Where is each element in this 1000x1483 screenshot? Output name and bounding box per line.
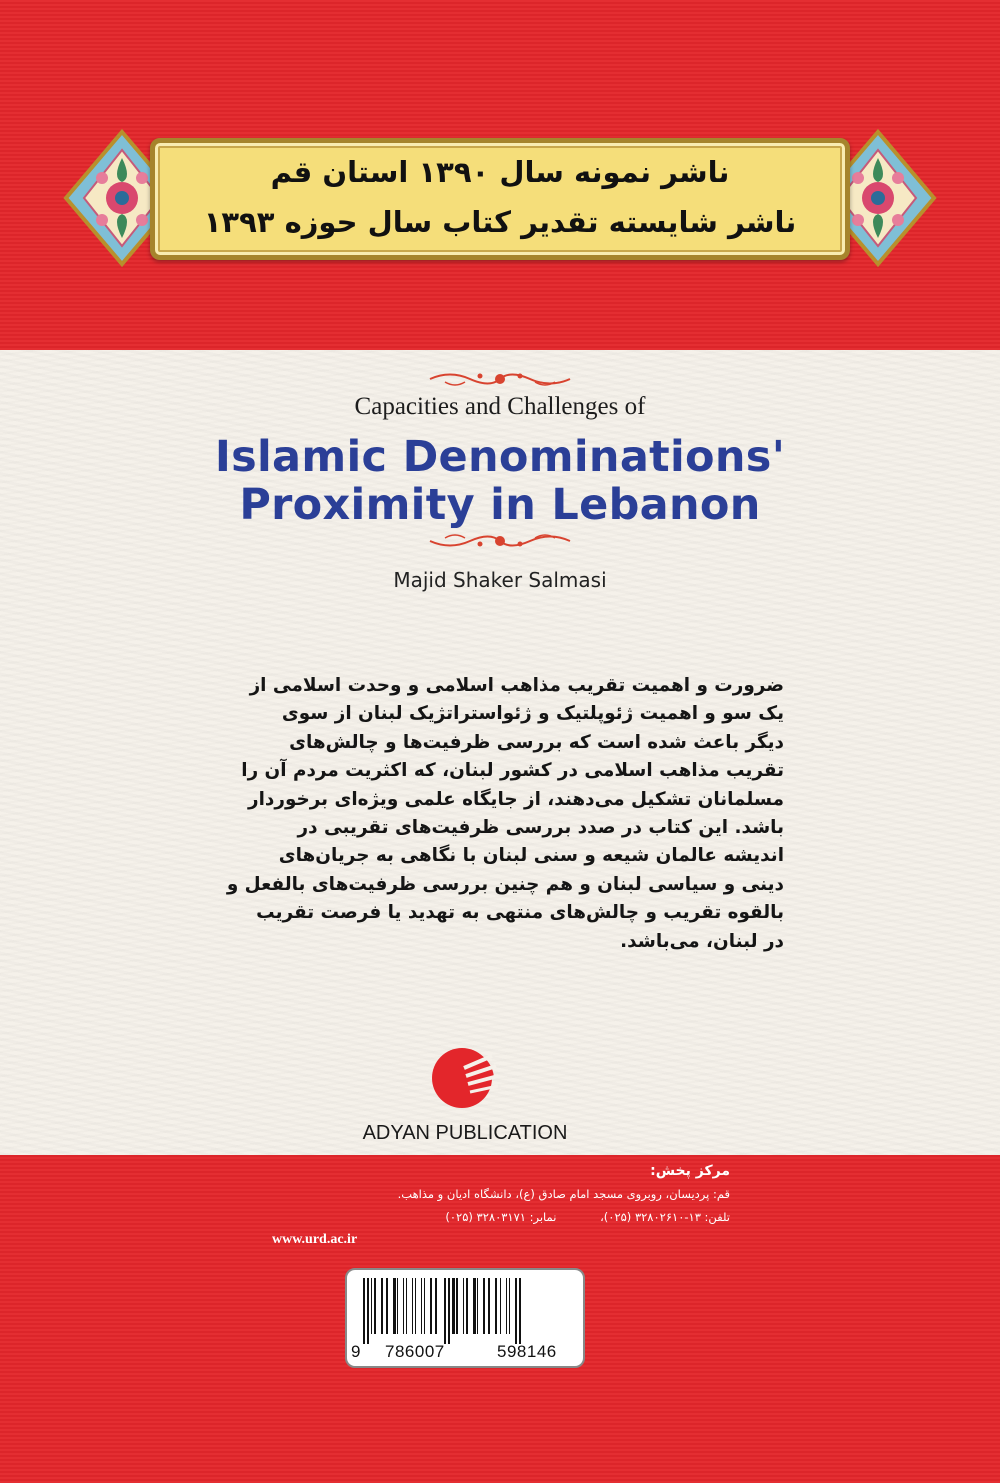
barcode-bar [463, 1278, 464, 1334]
isbn-group-1: 786007 [385, 1342, 445, 1361]
book-title-line-2: Proximity in Lebanon [239, 480, 761, 530]
barcode-bar [412, 1278, 413, 1334]
barcode-bar [509, 1278, 510, 1334]
barcode-bar [519, 1278, 521, 1344]
distribution-heading: مرکز پخش: [650, 1163, 730, 1179]
book-title-line-1: Islamic Denominations' [214, 432, 786, 482]
publisher-name: ADYAN PUBLICATION [362, 1122, 568, 1144]
barcode-bar [393, 1278, 396, 1334]
distribution-contact [260, 1210, 730, 1224]
barcode-bar [435, 1278, 437, 1334]
barcode-bar [456, 1278, 458, 1334]
barcode-bar [415, 1278, 416, 1334]
barcode-bar [488, 1278, 490, 1334]
book-subtitle: Capacities and Challenges of [354, 393, 646, 420]
barcode-bar [448, 1278, 450, 1344]
barcode-bar [452, 1278, 455, 1334]
barcode-bar [466, 1278, 468, 1334]
award-banner [150, 138, 850, 260]
description-line: در لبنان، می‌باشد. [620, 930, 784, 952]
description-line: ضرورت و اهمیت تقریب مذاهب اسلامی و وحدت اسلامی از [249, 675, 784, 696]
barcode-bar [406, 1278, 407, 1334]
barcode-bar [515, 1278, 517, 1344]
description-line: باشد. این کتاب در صدد بررسی ظرفیت‌های تقریبی در [297, 817, 784, 839]
description-line: دینی و سیاسی لبنان و هم چنین بررسی ظرفیت‌های بالفعل و [226, 873, 784, 895]
barcode-bar [397, 1278, 398, 1334]
barcode-bar [371, 1278, 372, 1334]
description-line: مسلمانان تشکیل می‌دهند، از جایگاه علمی ویژه‌ای برخوردار [248, 788, 784, 810]
isbn-group-2: 598146 [497, 1342, 557, 1361]
barcode-bar [421, 1278, 422, 1334]
award-line-2: ناشر شایسته تقدیر کتاب سال حوزه ۱۳۹۳ [203, 205, 797, 239]
website-link[interactable]: www.urd.ac.ir [272, 1232, 358, 1247]
description-line: یک سو و اهمیت ژئوپلتیک و ژئواستراتژیک لبنان از سوی [281, 703, 784, 725]
barcode-bar [477, 1278, 478, 1334]
description-line: بالقوه تقریب و چالش‌های منتهی به تهدید یا فرصت تقریب [256, 902, 784, 924]
barcode-bars [361, 1278, 575, 1344]
author-name: Majid Shaker Salmasi [393, 568, 607, 592]
description-line: تقریب مذاهب اسلامی در کشور لبنان، که اکثریت مردم آن را [241, 760, 784, 782]
flourish-ornament-icon [425, 530, 575, 552]
flourish-ornament-icon [425, 368, 575, 390]
description-line: دیگر باعث شده است که بررسی ظرفیت‌ها و چالش‌های [289, 731, 784, 753]
book-description [218, 672, 784, 956]
award-line-1: ناشر نمونه سال ۱۳۹۰ استان قم [270, 155, 730, 189]
barcode-bar [367, 1278, 369, 1344]
barcode-bar [430, 1278, 432, 1334]
barcode-bar [473, 1278, 476, 1334]
barcode-bar [381, 1278, 383, 1334]
barcode-bar [403, 1278, 404, 1334]
fax-number: نمابر: ۳۲۸۰۳۱۷۱ (۰۲۵) [445, 1210, 557, 1224]
adyan-logo-icon [428, 1038, 502, 1112]
distribution-address: قم: پردیسان، روبروی مسجد امام صادق (ع)، دانشگاه ادیان و مذاهب. [397, 1187, 730, 1201]
barcode-bar [386, 1278, 388, 1334]
barcode-bar [506, 1278, 507, 1334]
barcode-bar [483, 1278, 485, 1334]
barcode-bar [495, 1278, 497, 1334]
isbn-barcode [345, 1268, 585, 1368]
barcode-bar [424, 1278, 425, 1334]
barcode-bar [363, 1278, 365, 1344]
barcode-bar [500, 1278, 501, 1334]
isbn-prefix: 9 [351, 1342, 361, 1361]
description-line: اندیشه عالمان شیعه و سنی لبنان با نگاهی به جریان‌های [278, 845, 784, 867]
barcode-bar [444, 1278, 446, 1344]
barcode-bar [374, 1278, 376, 1334]
phone-number: تلفن: ۱۳-۳۲۸۰۲۶۱۰ (۰۲۵)، [600, 1210, 730, 1224]
